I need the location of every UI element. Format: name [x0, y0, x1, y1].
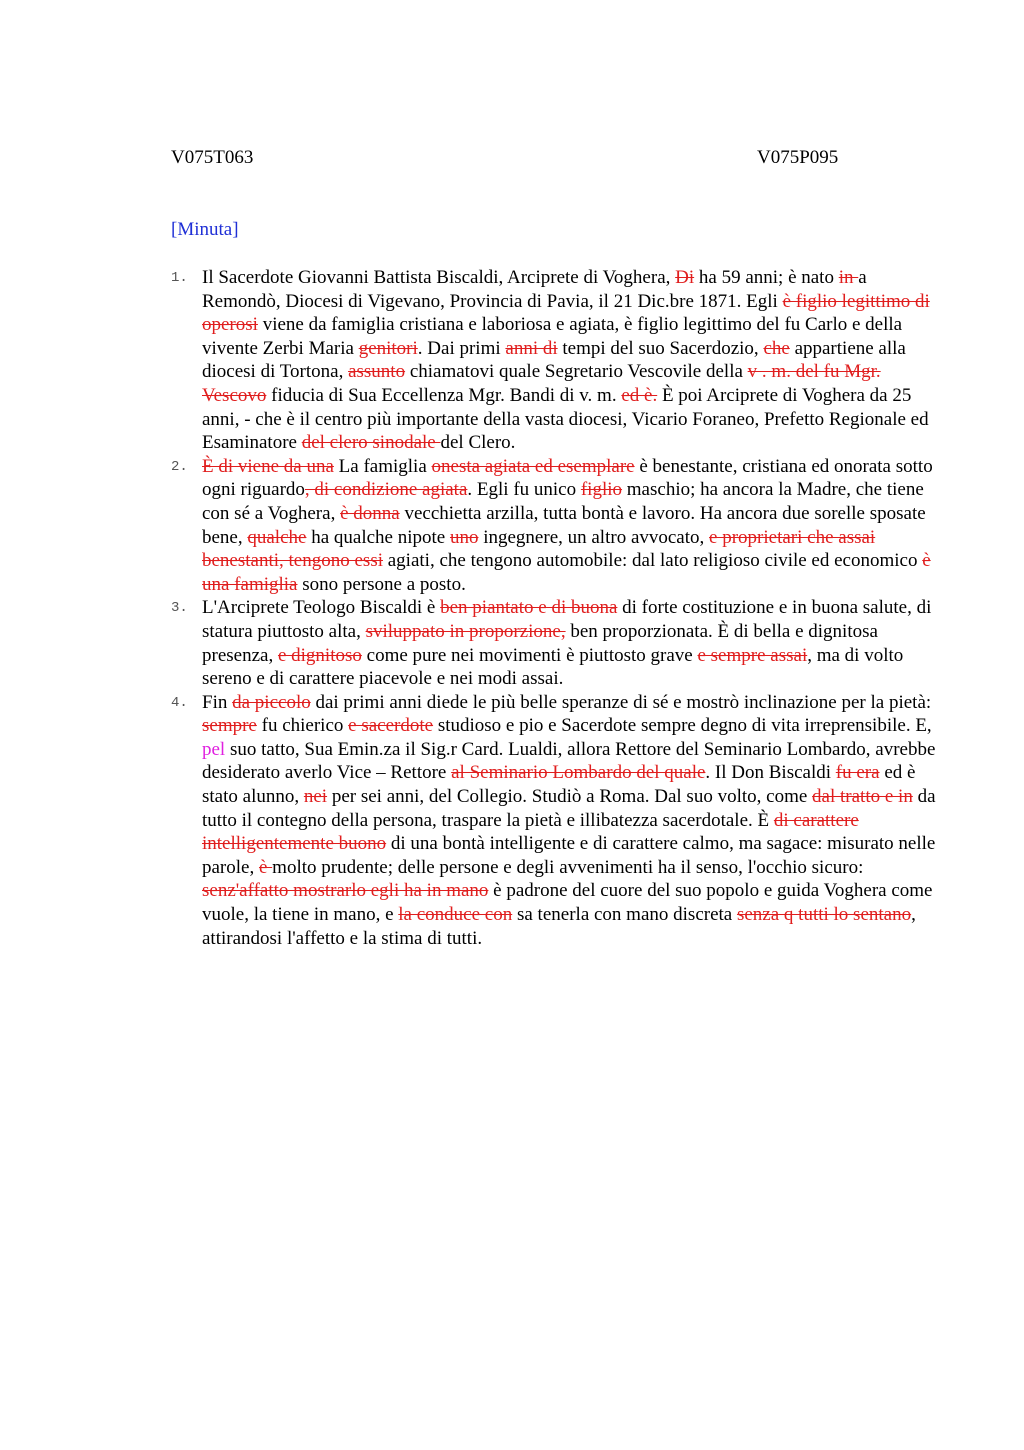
deleted-text: anni di: [505, 337, 558, 359]
deleted-text: È di viene da una: [202, 455, 334, 477]
text-segment: fu chierico: [256, 715, 349, 737]
text-segment: come pure nei movimenti è piuttosto grave: [361, 644, 698, 666]
deleted-text: uno: [449, 526, 479, 548]
deleted-text: fu era: [835, 762, 880, 784]
deleted-text: senza q tutti lo sentano: [736, 904, 912, 926]
text-segment: , attirandosi l'affetto e la stima di tutti.: [202, 904, 916, 949]
deleted-text: v . m. del fu Mgr. Vescovo: [202, 361, 881, 406]
text-segment: è benestante, cristiana ed onorata sotto ogni riguardo: [202, 455, 933, 501]
text-segment: Il Sacerdote Giovanni Battista Biscaldi, Arciprete di Voghera,: [202, 267, 676, 288]
text-segment: . Dai primi: [417, 337, 506, 359]
paragraph-text: [202, 267, 930, 453]
deleted-text: sempre: [202, 715, 257, 737]
text-segment: . Egli fu unico: [467, 479, 581, 501]
text-segment: sa tenerla con mano discreta: [512, 904, 737, 926]
text-segment: studioso e pio e Sacerdote sempre degno di vita irreprensibile. E,: [433, 715, 932, 737]
text-segment: , ma di volto sereno e di carattere piacevole e nei modi assai.: [202, 644, 904, 690]
text-segment: ha qualche nipote: [306, 526, 450, 548]
text-segment: appartiene alla diocesi di Tortona,: [202, 337, 906, 383]
deleted-text: è: [258, 856, 273, 878]
deleted-text: nei: [303, 786, 328, 808]
paragraph-2: [171, 455, 936, 597]
deleted-text: sviluppato in proporzione,: [365, 620, 566, 642]
deleted-text: in: [838, 267, 859, 288]
deleted-text: al Seminario Lombardo del quale: [451, 762, 706, 784]
text-segment: sono persone a posto.: [297, 573, 466, 595]
deleted-text: e dignitoso: [277, 644, 362, 666]
text-segment: è padrone del cuore del suo popolo e guida Voghera come vuole, la tiene in mano, e: [202, 880, 933, 926]
text-segment: tempi del suo Sacerdozio,: [557, 337, 764, 359]
text-segment: di una bontà intelligente e di carattere calmo, ma sagace: misurato nelle parole,: [202, 833, 936, 878]
paragraph-number: 1.: [171, 270, 188, 286]
deleted-text: assunto: [348, 361, 406, 383]
text-segment: dai primi anni diede le più belle speranze di sé e mostrò inclinazione per la pietà:: [310, 691, 932, 713]
paragraph-number: 2.: [171, 458, 188, 475]
text-segment: agiati, che tengono automobile: dal lato religioso civile ed economico: [383, 550, 923, 572]
deleted-text: è figlio legittimo di operosi: [202, 290, 930, 336]
text-segment: da tutto il contegno della persona, traspare la pietà e illibatezza sacerdotale. È: [202, 786, 936, 831]
paragraph-text: [202, 456, 933, 595]
paragraph-text: [202, 692, 936, 949]
text-segment: ha 59 anni; è nato: [694, 267, 839, 288]
deleted-text: figlio: [580, 479, 623, 501]
text-segment: fiducia di Sua Eccellenza Mgr. Bandi di v. m.: [266, 384, 622, 406]
paragraph-4: [171, 691, 936, 951]
deleted-text: e sacerdote: [348, 715, 434, 737]
text-segment: viene da famiglia cristiana e laboriosa e agiata, è figlio legittimo del fu Carlo e della vivente Zerbi Maria: [202, 314, 903, 359]
paragraph-3: [171, 596, 936, 690]
deleted-text: senz'affatto mostrarlo egli ha in mano: [202, 880, 489, 902]
deleted-text: ben piantato e di buona: [440, 597, 618, 619]
text-segment: vecchietta arzilla, tutta bontà e lavoro. Ha ancora due sorelle sposate bene,: [202, 502, 926, 548]
text-segment: chiamatovi quale Segretario Vescovile della: [405, 361, 748, 383]
deleted-text: ed è.: [621, 384, 658, 406]
text-segment: ingegnere, un altro avvocato,: [478, 526, 710, 548]
text-segment: La famiglia: [333, 455, 432, 477]
deleted-text: che: [763, 337, 790, 359]
text-segment: per sei anni, del Collegio. Studiò a Roma. Dal suo volto, come: [327, 786, 813, 808]
highlighted-text: pel: [202, 738, 226, 760]
deleted-text: è una famiglia: [202, 550, 931, 595]
deleted-text: da piccolo: [232, 691, 311, 713]
text-segment: È poi Arciprete di Voghera da 25 anni, - che è il centro più importante della vasta diocesi, Vicario Foraneo, Prefetto Regionale ed Esaminatore: [202, 384, 929, 454]
text-segment: . Il Don Biscaldi: [705, 762, 836, 784]
text-segment: ben proporzionata. È di bella e dignitosa presenza,: [202, 620, 878, 666]
deleted-text: la conduce con: [398, 904, 513, 926]
document-code-left: V075T063: [171, 147, 254, 168]
deleted-text: è donna: [340, 502, 400, 524]
text-segment: maschio; ha ancora la Madre, che tiene con sé a Voghera,: [202, 479, 924, 524]
text-segment: ed è stato alunno,: [202, 762, 916, 808]
deleted-text: qualche: [247, 526, 307, 548]
deleted-text: genitori: [358, 337, 418, 359]
paragraph-1: [171, 266, 936, 455]
deleted-text: Di: [675, 267, 695, 288]
text-segment: molto prudente; delle persone e degli avvenimenti ha il senso, l'occhio sicuro:: [272, 856, 864, 878]
paragraph-text: [202, 597, 931, 689]
minuta-label: [Minuta]: [171, 219, 239, 240]
text-segment: a Remondò, Diocesi di Vigevano, Provincia di Pavia, il 21 Dic.bre 1871. Egli: [202, 267, 867, 312]
text-segment: Fin: [202, 691, 233, 713]
deleted-text: , di condizione agiata: [304, 479, 468, 501]
deleted-text: e sempre assai: [697, 644, 808, 666]
paragraph-number: 3.: [171, 600, 188, 617]
deleted-text: del clero sinodale: [301, 432, 441, 454]
text-segment: di forte costituzione e in buona salute, di statura piuttosto alta,: [202, 597, 932, 642]
deleted-text: onesta agiata ed esemplare: [431, 455, 635, 477]
text-segment: del Clero.: [440, 432, 516, 454]
deleted-text: dal tratto e in: [812, 786, 913, 808]
deleted-text: di carattere intelligentemente buono: [202, 809, 859, 855]
document-code-right: V075P095: [757, 147, 839, 168]
paragraph-number: 4.: [171, 694, 188, 711]
text-segment: L'Arciprete Teologo Biscaldi è: [202, 597, 441, 619]
paragraph-list: [171, 266, 936, 950]
deleted-text: e proprietari che assai benestanti, tengono essi: [202, 526, 876, 572]
text-segment: suo tatto, Sua Emin.za il Sig.r Card. Lualdi, allora Rettore del Seminario Lombardo, avrebbe desiderato averlo Vice – Rettore: [202, 738, 936, 784]
